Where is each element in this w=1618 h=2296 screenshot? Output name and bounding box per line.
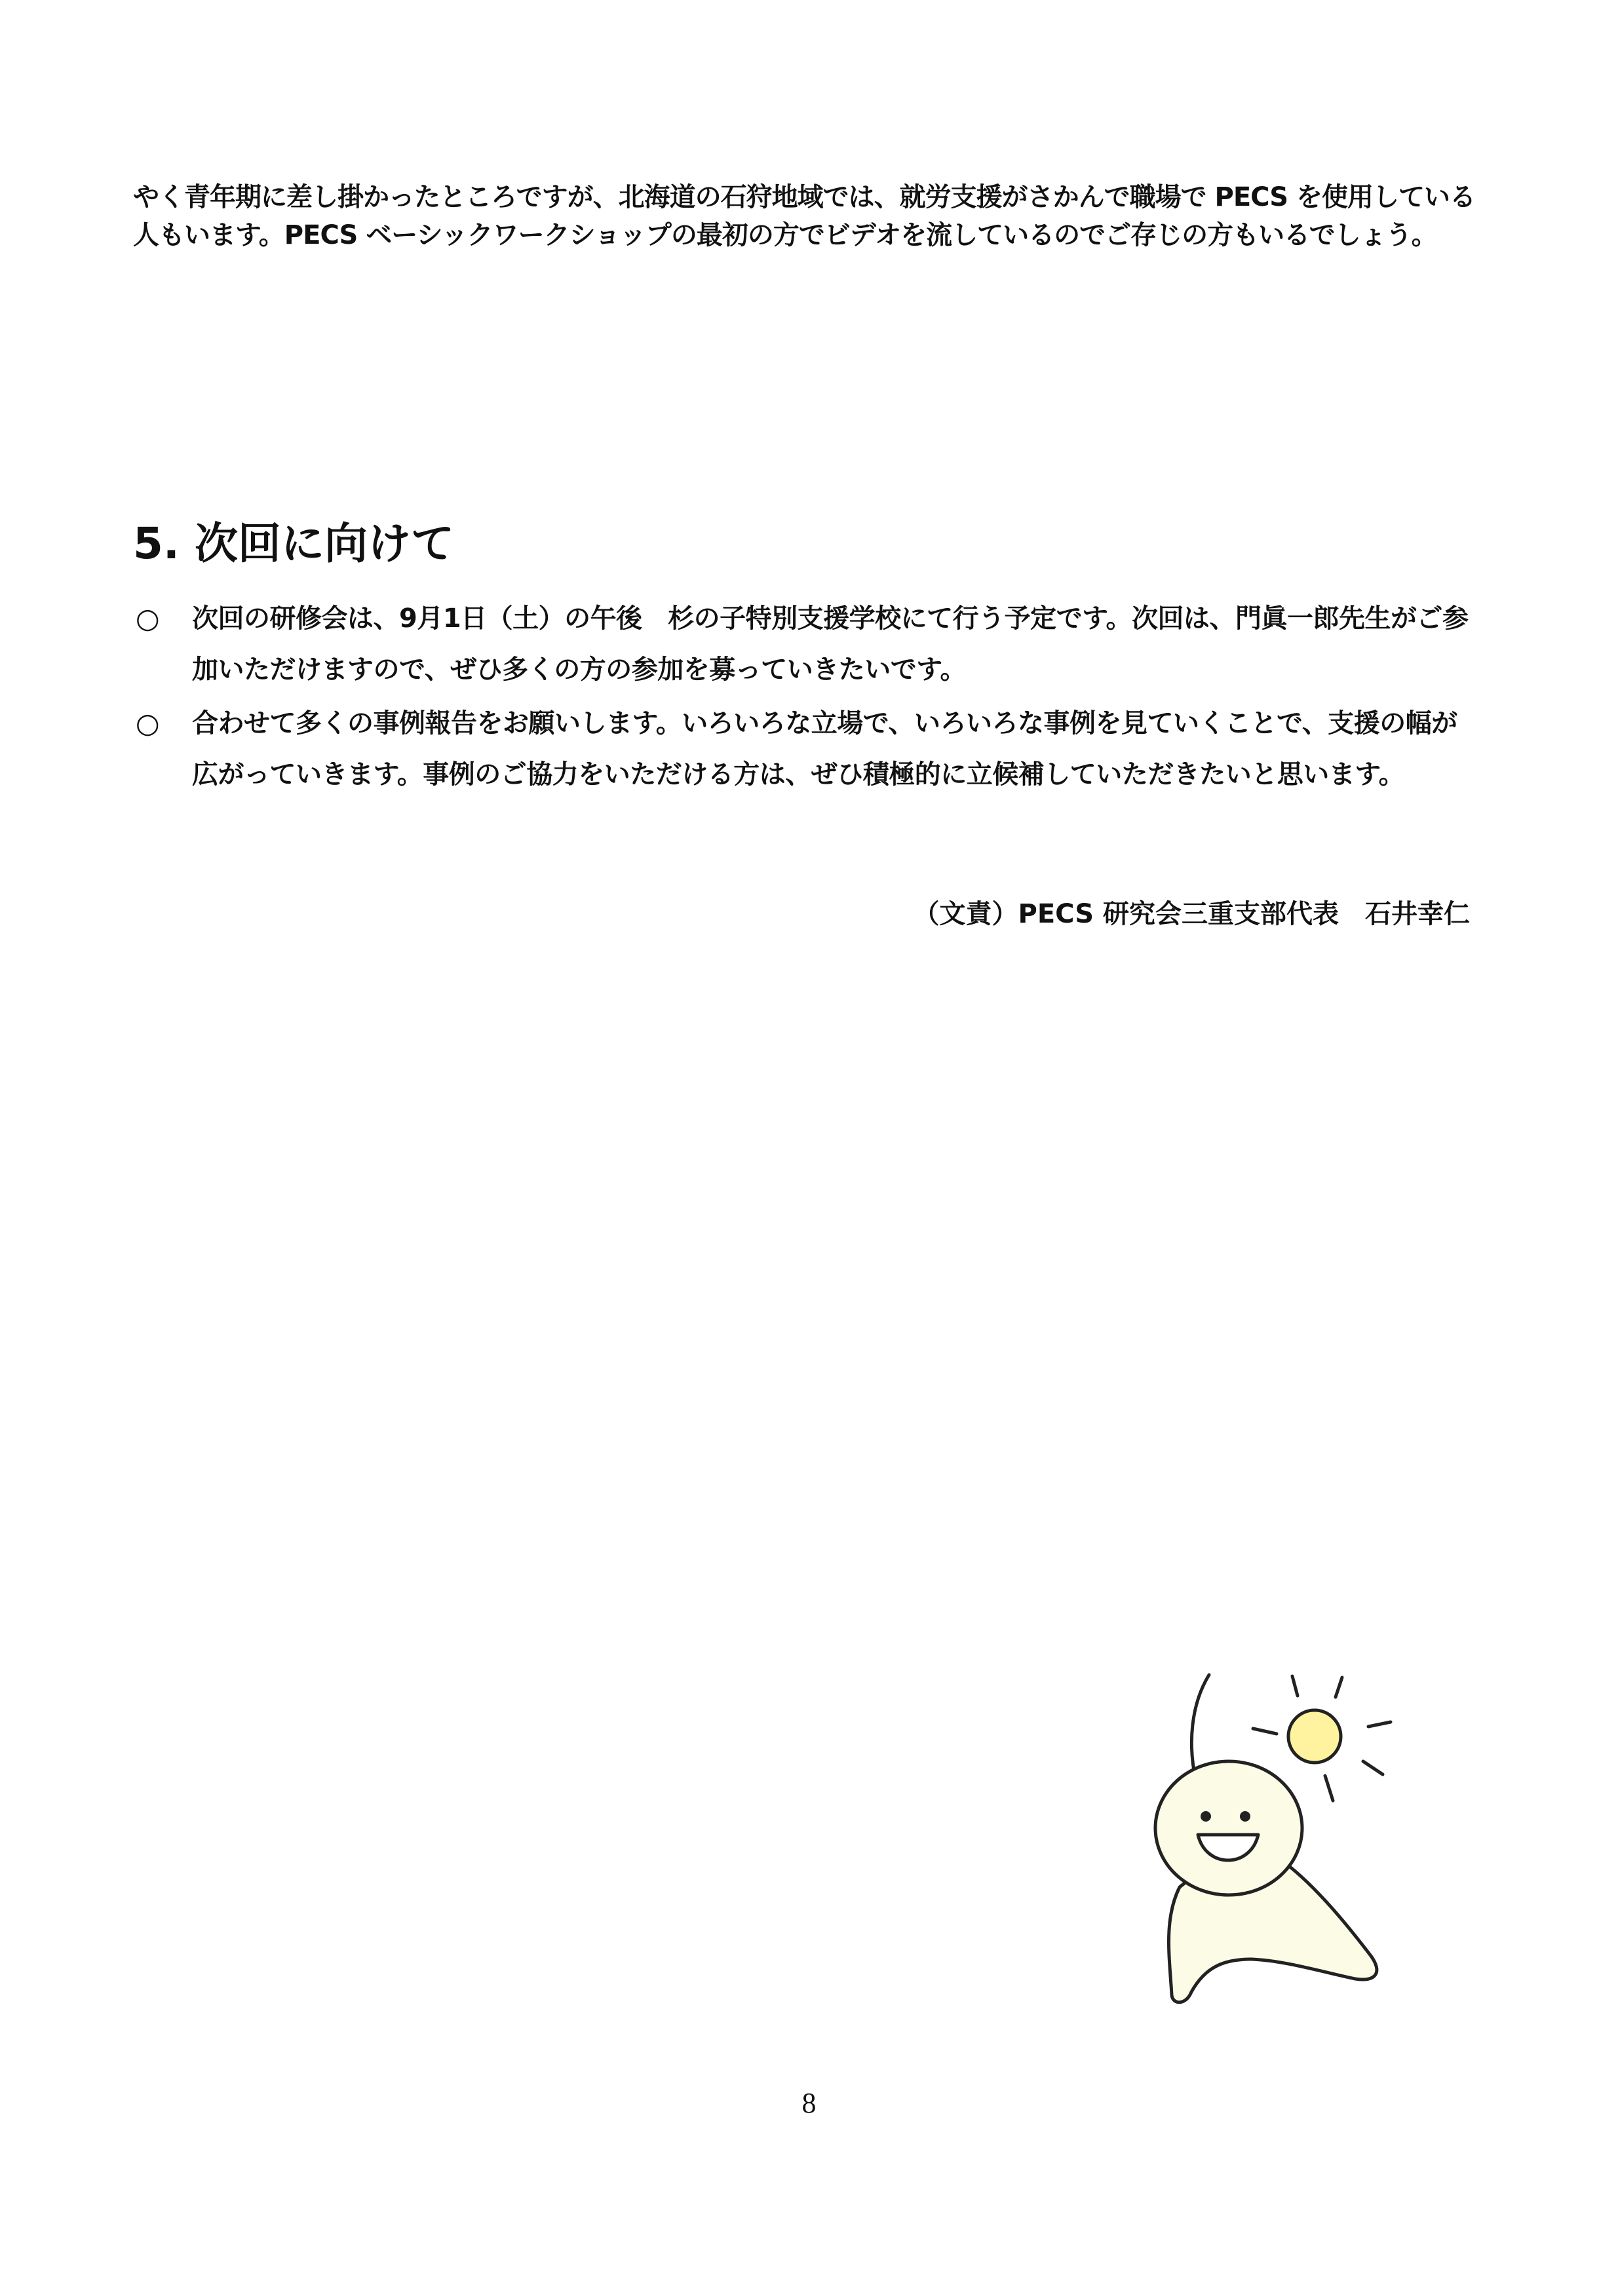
list-item	[133, 698, 1483, 800]
list-item	[133, 593, 1483, 695]
circle-bullet-icon: ○	[136, 707, 160, 739]
list-item-text: 次回の研修会は、9月1日（土）の午後 杉の子特別支援学校にて行う予定です。次回は、門眞一郎先生がご参加いただけますので、ぜひ多くの方の参加を募っていきたいです。	[192, 603, 1469, 685]
page-number: 8	[801, 2087, 817, 2119]
section-title: 5. 次回に向けて	[133, 518, 454, 569]
signature: （文責）PECS 研究会三重支部代表 石井幸仁	[913, 899, 1470, 929]
bullet-list	[133, 593, 1483, 803]
teru-teru-bozu-with-sun-icon	[1114, 1651, 1416, 2005]
circle-bullet-icon: ○	[136, 602, 160, 634]
list-item-text: 合わせて多くの事例報告をお願いします。いろいろな立場で、いろいろな事例を見ていくことで、支援の幅が広がっていきます。事例のご協力をいただける方は、ぜひ積極的に立候補していただきたいと思います。	[192, 708, 1457, 790]
intro-paragraph: やく青年期に差し掛かったところですが、北海道の石狩地域では、就労支援がさかんで職場で PECS を使用している人もいます。PECS ベーシックワークショップの最初の方でビデオを流しているのでご存じの方もいるでしょう。	[133, 182, 1475, 250]
